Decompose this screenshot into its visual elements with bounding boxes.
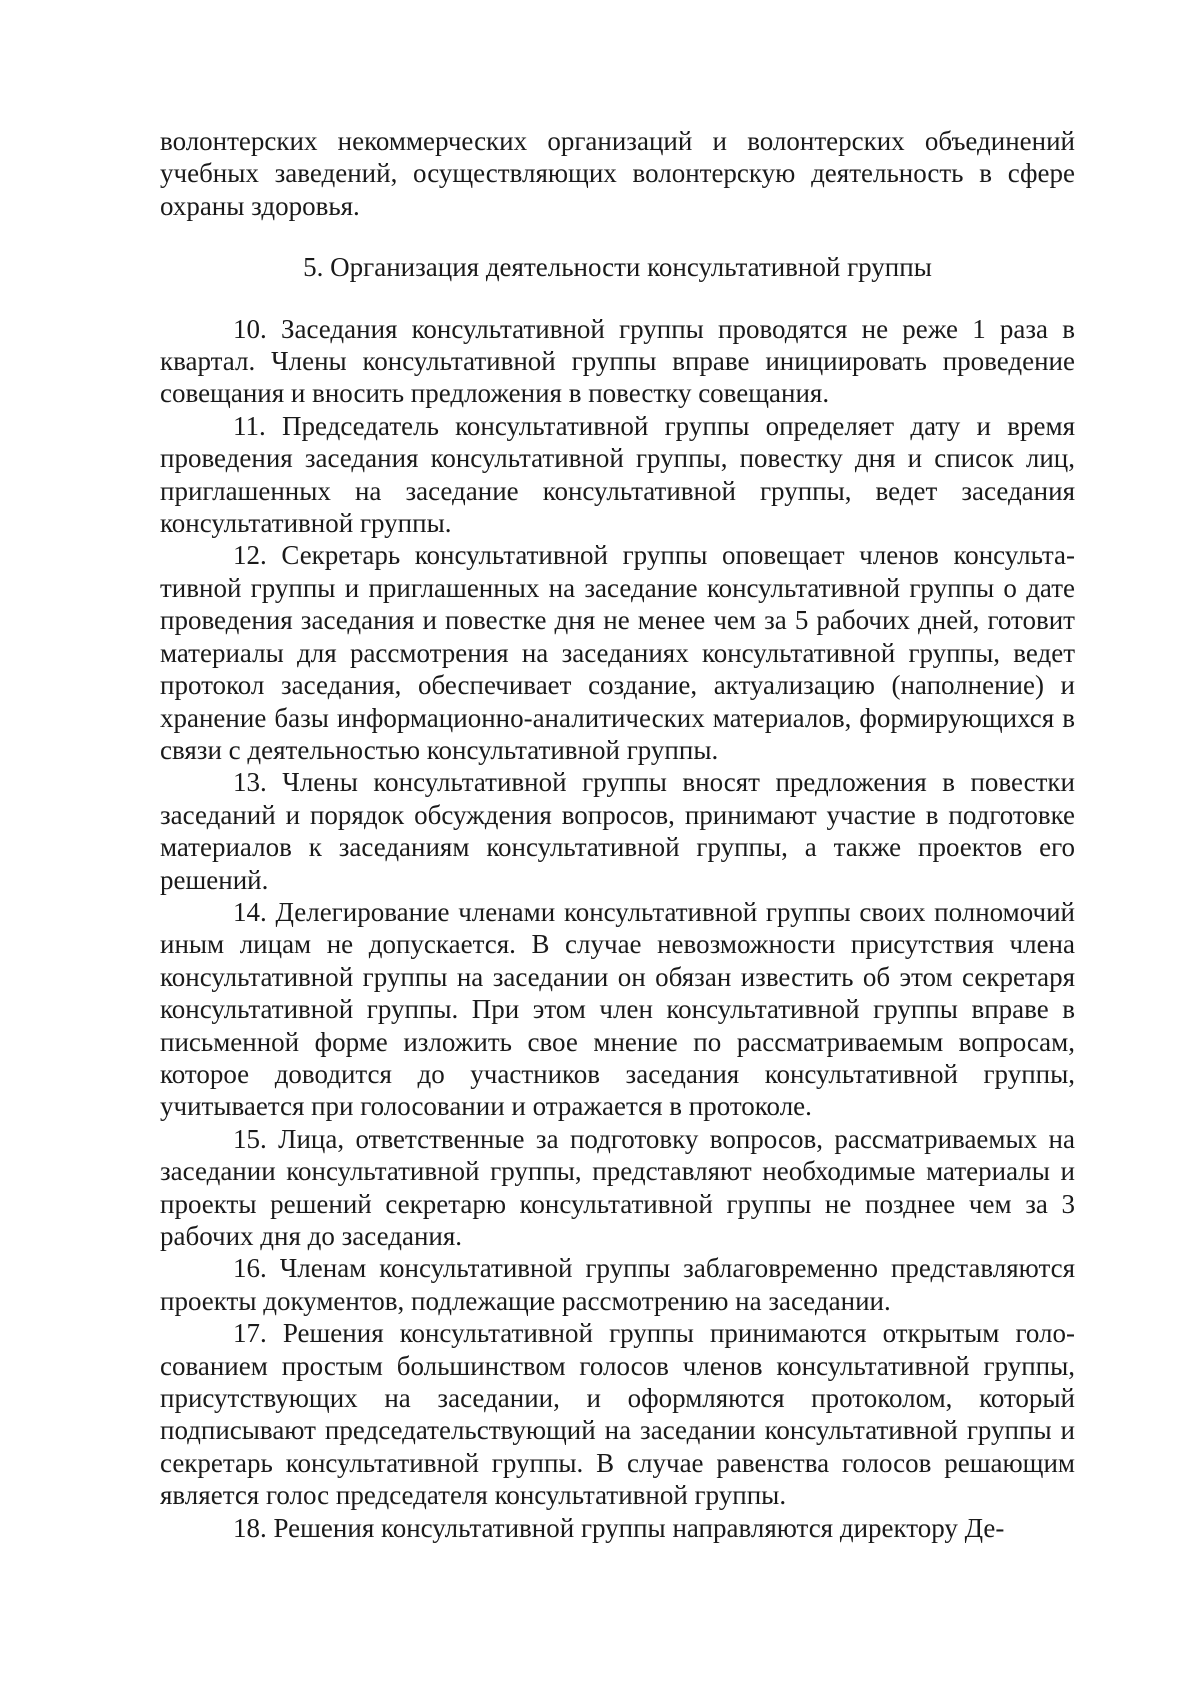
item-paragraph-15: 15. Лица, ответственные за подготовку вопросов, рассматриваемых на заседании консультативной группы, представляют необходимые материалы и проекты решений секретарю консультативной группы не позднее чем за 3 рабочих дня до заседания. <box>160 1123 1075 1251</box>
item-paragraph-12: 12. Секретарь консультативной группы оповещает членов консультативной группы и приглашенных на заседание консультативной группы о дате проведения заседания и повестке дня не менее чем за 5 рабочих дней, готовит материалы для рассмотрения на заседаниях консультативной группы, ведет протокол заседания, обеспечивает создание, актуализацию (наполнение) и хранение базы информационно-аналитических материалов, формирующихся в связи с деятельностью консультативной группы. <box>160 540 1075 765</box>
item-paragraph-10: 10. Заседания консультативной группы проводятся не реже 1 раза в квартал. Члены консультативной группы вправе инициировать проведение совещания и вносить предложения в повестку совещания. <box>160 313 1075 409</box>
item-paragraph-11: 11. Председатель консультативной группы определяет дату и время проведения заседания консультативной группы, повестку дня и список лиц, приглашенных на заседание консультативной группы, ведет заседания консультативной группы. <box>160 410 1075 539</box>
document-page <box>160 125 1075 1544</box>
item-paragraph-16: 16. Членам консультативной группы заблаговременно представляются проекты документов, подлежащие рассмотрению на заседании. <box>160 1253 1075 1316</box>
section-heading: 5. Организация деятельности консультативной группы <box>303 252 932 283</box>
intro-paragraph: волонтерских некоммерческих организаций и волонтерских объединений учебных заведений, осуществляющих волонтерскую деятельность в сфере охраны здоровья. <box>160 126 1075 221</box>
item-paragraph-14: 14. Делегирование членами консультативной группы своих полномочий иным лицам не допускается. В случае невозможности присутствия члена консультативной группы на заседании он обязан известить об этом секретаря консультативной группы. При этом член консультативной группы вправе в письменной форме изложить свое мнение по рассматриваемым вопросам, которое доводится до участников заседания консультативной группы, учитывается при голосовании и отражается в протоколе. <box>160 896 1075 1122</box>
item-paragraph-18: 18. Решения консультативной группы направляются директору Де- <box>233 1512 1005 1543</box>
item-paragraph-13: 13. Члены консультативной группы вносят предложения в повестки заседаний и порядок обсуждения вопросов, принимают участие в подготовке материалов к заседаниям консультативной группы, а также проектов его решений. <box>160 767 1075 895</box>
item-paragraph-17: 17. Решения консультативной группы принимаются открытым голосованием простым большинством голосов членов консультативной группы, присутствующих на заседании, и оформляются протоколом, который подписывают председательствующий на заседании консультативной группы и секретарь консультативной группы. В случае равенства голосов решающим является голос председателя консультативной группы. <box>160 1318 1075 1511</box>
